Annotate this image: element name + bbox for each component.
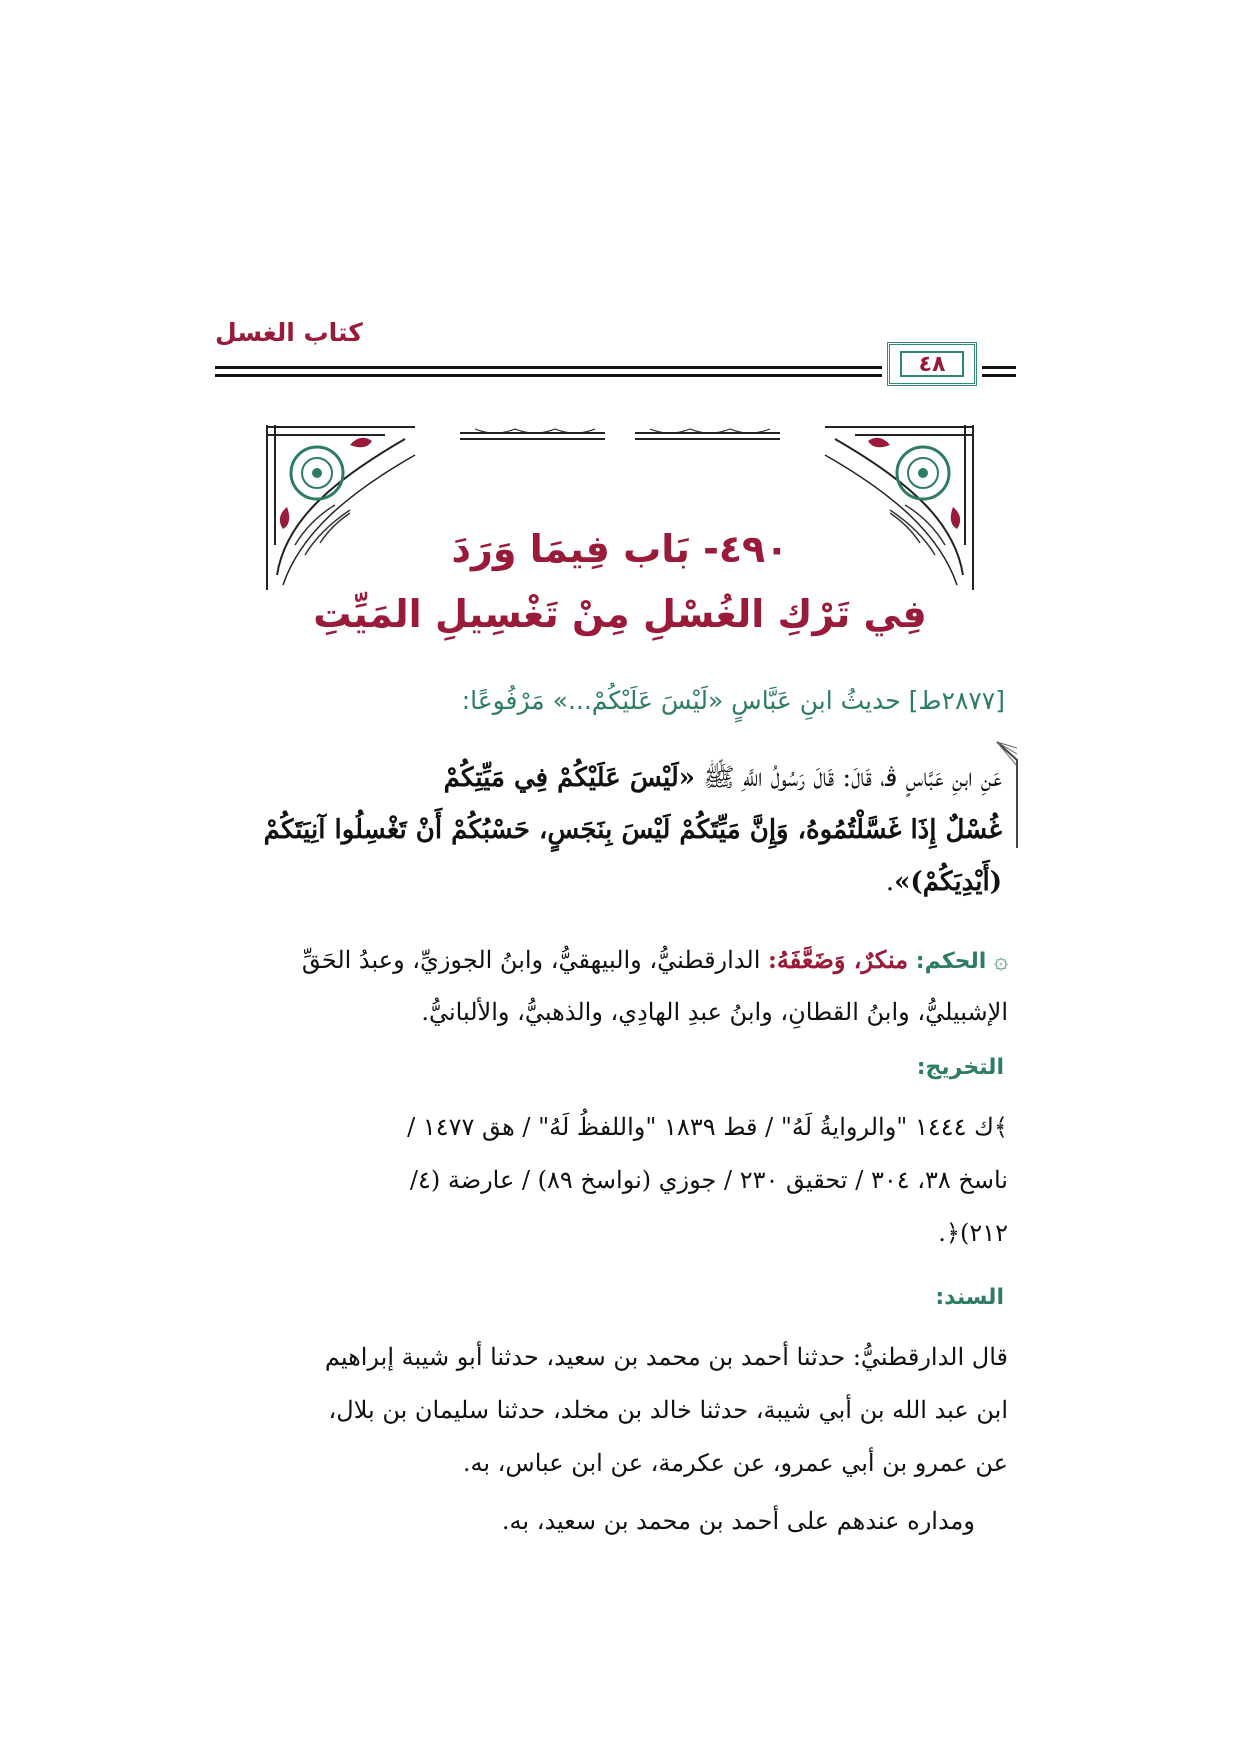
header-rule-top	[215, 366, 882, 369]
sanad-line-4: ومداره عندهم على أحمد بن محمد بن سعيد، به.	[501, 1507, 975, 1535]
hadith-line-3	[232, 856, 1002, 908]
hadith-quote-end: (أَيْدِيَكُمْ)»	[894, 867, 1002, 897]
header-rule-right-bottom	[982, 374, 1016, 377]
sanad-label: السند:	[935, 1285, 1004, 1310]
chapter-title-line-2: فِي تَرْكِ الغُسْلِ مِنْ تَغْسِيلِ المَيِّتِ	[313, 592, 927, 636]
header-rule-right-top	[982, 366, 1016, 369]
sanad-line-3: عن عمرو بن أبي عمرو، عن عكرمة، عن ابن عباس، به.	[462, 1449, 1008, 1477]
ruling-verdict: منكرٌ، وَضَعَّفَهُ:	[768, 945, 909, 974]
flower-bullet-icon: ۞	[993, 946, 1008, 974]
hadith-quote-start: «لَيْسَ عَلَيْكُمْ فِي مَيِّتِكُمْ	[443, 763, 695, 793]
takhrij-label: التخريج:	[916, 1055, 1004, 1080]
running-header-title: كتاب الغسل	[215, 318, 363, 347]
header-rule-bottom	[215, 374, 882, 377]
ruling-label: الحكم:	[915, 949, 987, 974]
hadith-narrator: عَنِ ابنِ عَبَّاسٍ ﭬ، قَالَ: قَالَ رَسُولُ اللَّهِ ﷺ	[703, 763, 1002, 793]
chapter-title-line-1: ٤٩٠- بَاب فِيمَا وَرَدَ	[451, 527, 789, 571]
page-number: ٤٨	[900, 351, 964, 377]
ruling-line-2: الإشبيليُّ، وابنُ القطانِ، وابنُ عبدِ الهادِي، والذهبيُّ، والألبانيُّ.	[421, 998, 1008, 1026]
hadith-line-3-period: .	[885, 867, 895, 897]
hadith-header: [٢٨٧٧ط] حديثُ ابنِ عَبَّاسٍ «لَيْسَ عَلَيْكُمْ...» مَرْفُوعًا:	[461, 686, 1005, 715]
ruling-line-1	[208, 945, 1008, 974]
takhrij-line-3: ٢١٢)﴿.	[938, 1219, 1008, 1247]
takhrij-line-1: ﴾ك ١٤٤٤ "والروايةُ لَهُ" / قط ١٨٣٩ "واللفظُ لَهُ" / هق ١٤٧٧ /	[407, 1113, 1008, 1141]
sanad-line-2: ابن عبد الله بن أبي شيبة، حدثنا خالد بن مخلد، حدثنا سليمان بن بلال،	[328, 1396, 1008, 1424]
hadith-line-1	[232, 752, 1002, 804]
ruling-weakeners: الدارقطنيُّ، والبيهقيُّ، وابنُ الجوزيِّ، وعبدُ الحَقِّ	[301, 946, 761, 974]
ornament-band-icon	[460, 429, 780, 439]
takhrij-line-2: ناسخ ٣٨، ٣٠٤ / تحقيق ٢٣٠ / جوزي (نواسخ ٨٩) / عارضة (٤/	[409, 1166, 1008, 1194]
sanad-line-1: قال الدارقطنيُّ: حدثنا أحمد بن محمد بن سعيد، حدثنا أبو شيبة إبراهيم	[324, 1343, 1008, 1371]
page-number-badge	[887, 342, 977, 386]
hadith-line-2: غُسْلٌ إِذَا غَسَّلْتُمُوهُ، وَإِنَّ مَيِّتَكُمْ لَيْسَ بِنَجَسٍ، حَسْبُكُمْ أَنْ تَغْسِلُوا آنِيَتَكُمْ	[263, 815, 1002, 845]
